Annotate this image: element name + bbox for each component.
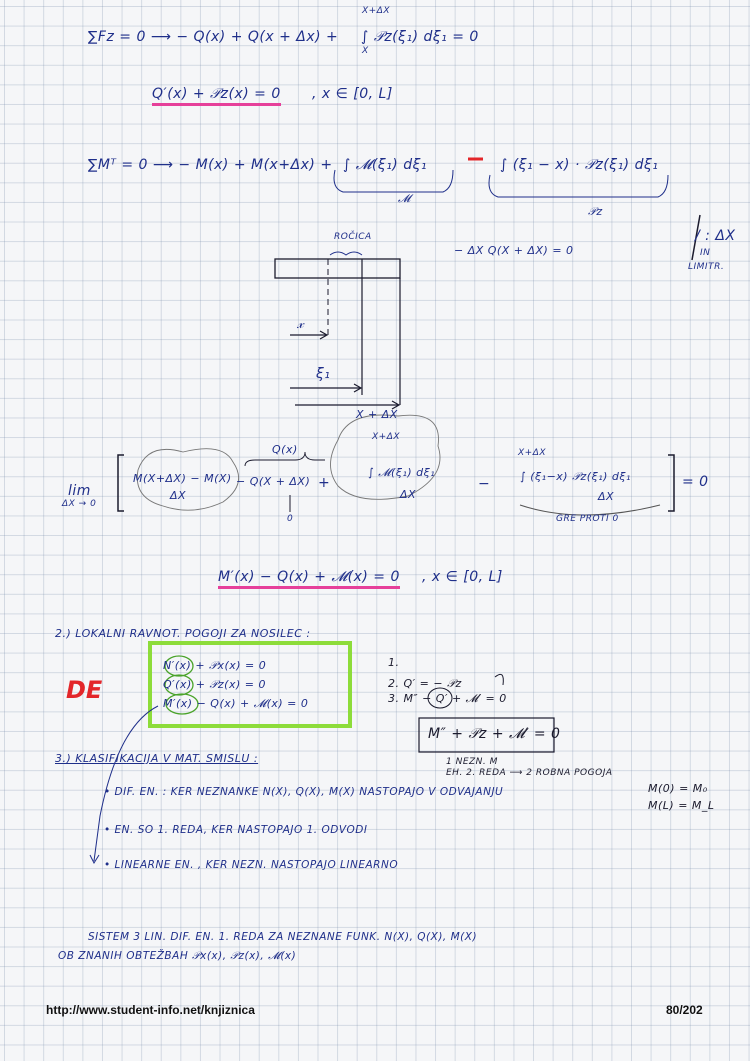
rocica-label: ROČICA (334, 232, 372, 242)
section3-heading: 3.) KLASIFIKACIJA V MAT. SMISLU : (55, 752, 259, 765)
box-eq2: Q′(x) + 𝒫z(x) = 0 (163, 678, 266, 691)
lim-label: lim (68, 483, 91, 499)
eq-int-m: ∫ 𝓜(ξ₁) dξ₁ (343, 157, 428, 173)
summary-line-1: SISTEM 3 LIN. DIF. EN. 1. REDA ZA NEZNANE FUNK. N(X), Q(X), M(X) (88, 931, 478, 943)
eq-sum-fz: ∑Fz = 0 ⟶ − Q(x) + Q(x + Δx) + (88, 29, 339, 45)
int-upper-2: X+ΔX (372, 432, 401, 442)
box-eq3: M′(x) − Q(x) + 𝓜(x) = 0 (163, 697, 309, 710)
footer-url[interactable]: http://www.student-info.net/knjiznica (46, 1003, 255, 1017)
fig-ksi-label: ξ₁ (316, 366, 331, 382)
eh2-note: EH. 2. REDA ⟶ 2 ROBNA POGOJA (446, 768, 613, 778)
brace-pz (489, 175, 668, 197)
limit-equals-zero: = 0 (682, 474, 709, 490)
frac4-num: ∫ (ξ₁−x) 𝒫z(ξ₁) dξ₁ (520, 470, 631, 483)
eq-q-prime: Q′(x) + 𝒫z(x) = 0 (152, 86, 281, 106)
plus-sign: + (318, 475, 331, 491)
bullet-dif: • DIF. EN. : KER NEZNANKE N(X), Q(X), M(X) NASTOPAJO V ODVAJANJU (104, 786, 504, 798)
int-upper-1: X+ΔX (362, 6, 391, 16)
summary-line-2: OB ZNANIH OBTEŽBAH 𝒫x(x), 𝒫z(x), 𝓜(x) (58, 950, 297, 962)
brace-m (334, 170, 453, 192)
brace-m-label: 𝓜 (398, 192, 411, 205)
eq-m-domain: , x ∈ [0, L] (422, 569, 503, 585)
gre-proti: GRE PROTI 0 (556, 514, 619, 524)
eq-q-domain: , x ∈ [0, L] (312, 86, 393, 102)
eq-int-ksi: ∫ (ξ₁ − x) · 𝒫z(ξ₁) dξ₁ (500, 157, 659, 173)
eq-int-fz: ∫ 𝒫z(ξ₁) dξ₁ = 0 (361, 29, 479, 45)
fig-x-label: 𝓍 (297, 316, 305, 332)
final-eq: M″ + 𝒫z + 𝓜′ = 0 (428, 726, 561, 742)
frac2-zero: 0 (287, 514, 294, 524)
eq-dx-q: − ΔX Q(X + ΔX) = 0 (454, 244, 574, 257)
nezn-note: 1 NEZN. M (446, 757, 498, 767)
int-upper-3: X+ΔX (518, 448, 547, 458)
frac2-over: Q(x) (272, 443, 298, 456)
de-label: DE (66, 676, 103, 704)
beam-rect (275, 259, 400, 278)
eq-sum-mt: ∑Mᵀ = 0 ⟶ − M(x) + M(x+Δx) + (88, 157, 333, 173)
frac3-den: ΔX (400, 488, 417, 501)
lim-sub: ΔX → 0 (62, 499, 97, 509)
frac3-num: ∫ 𝓜(ξ₁) dξ₁ (368, 466, 436, 479)
bullet-first-order: • EN. SO 1. REDA, KER NASTOPAJO 1. ODVODI (104, 824, 368, 836)
brace-pz-label: 𝒫z (588, 205, 603, 218)
int-lower-1: X (362, 46, 369, 56)
list-1: 1. (388, 656, 400, 669)
bc-1: M(0) = M₀ (648, 782, 708, 795)
list-2: 2. Q′ = − 𝒫z (388, 677, 462, 690)
limitr-label: LIMITR. (688, 262, 725, 272)
box-eq1: N′(x) + 𝒫x(x) = 0 (163, 659, 267, 672)
bullet-linear: • LINEARNE EN. , KER NEZN. NASTOPAJO LINEARNO (104, 859, 399, 871)
frac4-den: ΔX (598, 490, 615, 503)
in-label: IN (700, 248, 711, 258)
minus-sign: − (478, 476, 491, 492)
div-dx: / : ΔX (695, 228, 736, 244)
frac1-den: ΔX (170, 489, 187, 502)
section2-heading: 2.) LOKALNI RAVNOT. POGOJI ZA NOSILEC : (55, 627, 311, 640)
eq-m-prime: M′(x) − Q(x) + 𝓜(x) = 0 (218, 569, 400, 589)
bc-2: M(L) = M_L (648, 799, 715, 812)
fig-xdx-label: X + ΔX (356, 408, 398, 421)
frac2-body: − Q(X + ΔX) (236, 475, 311, 488)
list-3: 3. M″ − Q′ + 𝓜′ = 0 (388, 692, 507, 705)
footer-page-number: 80/202 (666, 1003, 703, 1017)
frac1-num: M(X+ΔX) − M(X) (133, 472, 232, 485)
